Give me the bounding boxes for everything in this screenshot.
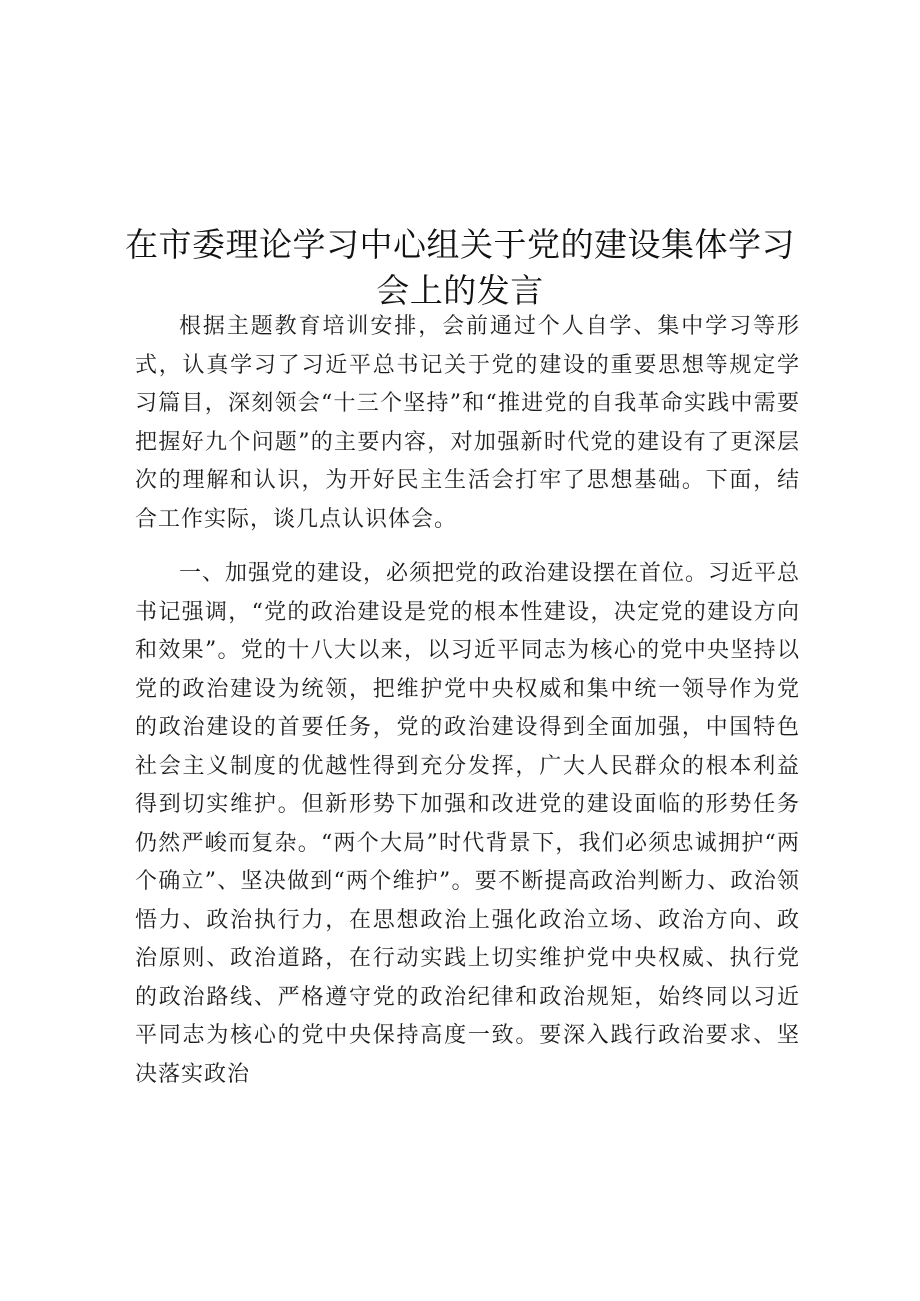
document-body: [135, 308, 800, 1094]
intro-paragraph: 根据主题教育培训安排，会前通过个人自学、集中学习等形式，认真学习了习近平总书记关于党的建设的重要思想等规定学习篇目，深刻领会“十三个坚持”和“推进党的自我革命实践中需要把握好九个问题”的主要内容，对加强新时代党的建设有了更深层次的理解和认识，为开好民主生活会打牢了思想基础。下面，结合工作实际，谈几点认识体会。: [135, 314, 800, 532]
title-line-1: 在市委理论学习中心组关于党的建设集体学习: [125, 225, 795, 264]
document-title: [120, 222, 800, 314]
title-line-2: 会上的发言: [376, 271, 544, 310]
section-one-paragraph: 一、加强党的建设，必须把党的政治建设摆在首位。习近平总书记强调，“党的政治建设是党的根本性建设，决定党的建设方向和效果”。党的十八大以来，以习近平同志为核心的党中央坚持以党的政治建设为统领，把维护党中央权威和集中统一领导作为党的政治建设的首要任务，党的政治建设得到全面加强，中国特色社会主义制度的优越性得到充分发挥，广大人民群众的根本利益得到切实维护。但新形势下加强和改进党的建设面临的形势任务仍然严峻而复杂。“两个大局”时代背景下，我们必须忠诚拥护“两个确立”、坚决做到“两个维护”。要不断提高政治判断力、政治领悟力、政治执行力，在思想政治上强化政治立场、政治方向、政治原则、政治道路，在行动实践上切实维护党中央权威、执行党的政治路线、严格遵守党的政治纪律和政治规矩，始终同以习近平同志为核心的党中央保持高度一致。要深入践行政治要求、坚决落实政治: [135, 561, 801, 1087]
